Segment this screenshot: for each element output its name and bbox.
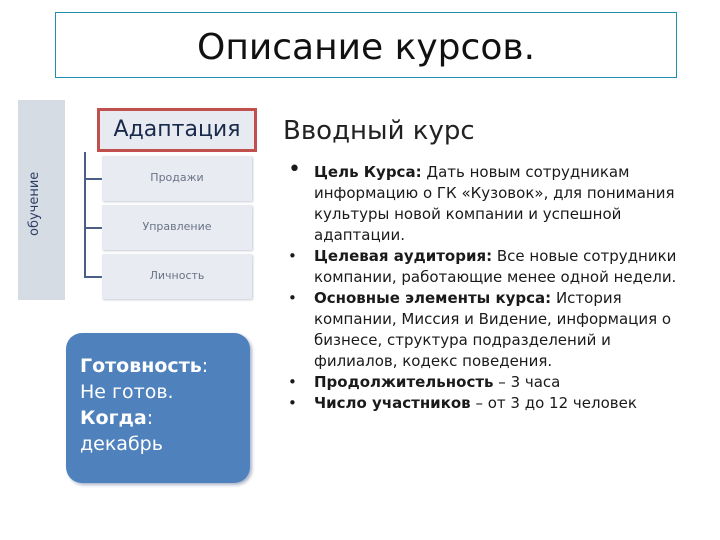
list-item bbox=[288, 288, 698, 372]
tree-connector-h2 bbox=[84, 227, 102, 229]
bullet-icon: • bbox=[288, 247, 297, 265]
tree-child-personality bbox=[102, 254, 252, 299]
item-label: Продолжительность bbox=[314, 373, 494, 391]
item-label: Целевая аудитория: bbox=[314, 247, 493, 265]
tree-child-label: Личность bbox=[149, 269, 205, 282]
side-label: обучение bbox=[27, 171, 42, 236]
item-text: Дать новым сотрудникам информацию о ГК «Кузовок», для понимания культуры новой компании и успешной адаптации. bbox=[314, 163, 675, 244]
list-item bbox=[288, 157, 698, 246]
item-text: История компании, Миссия и Видение, информация о бизнесе, структура подразделений и филиалов, кодекс поведения. bbox=[314, 289, 672, 370]
ready-value: Не готов. bbox=[80, 381, 174, 403]
ready-label: Готовность bbox=[80, 355, 202, 377]
tree-root-box bbox=[97, 108, 257, 152]
slide-title: Описание курсов. bbox=[196, 27, 536, 68]
tree-root-label: Адаптация bbox=[113, 117, 241, 142]
item-label: Основные элементы курса: bbox=[314, 289, 552, 307]
item-label: Число участников bbox=[314, 394, 471, 412]
list-item bbox=[288, 246, 698, 288]
bullet-icon: • bbox=[288, 289, 297, 307]
ready-sep: : bbox=[201, 355, 209, 377]
item-text: Все новые сотрудники компании, работающие менее одной недели. bbox=[314, 247, 677, 286]
status-box bbox=[66, 333, 250, 483]
title-box bbox=[55, 12, 677, 78]
bullet-icon: • bbox=[288, 373, 297, 391]
list-item bbox=[288, 393, 698, 414]
tree-connector-h1 bbox=[84, 178, 102, 180]
tree-connector-h3 bbox=[84, 276, 102, 278]
when-sep: : bbox=[146, 407, 154, 429]
status-text bbox=[80, 353, 208, 457]
item-text: – от 3 до 12 человек bbox=[470, 394, 637, 412]
course-details-list bbox=[288, 157, 698, 414]
tree-child-label: Управление bbox=[142, 220, 212, 233]
tree-child-management bbox=[102, 205, 252, 250]
bullet-icon: • bbox=[288, 394, 297, 412]
course-title: Вводный курс bbox=[283, 116, 475, 146]
item-text: – 3 часа bbox=[493, 373, 561, 391]
when-label: Когда bbox=[80, 407, 147, 429]
tree-child-sales bbox=[102, 156, 252, 201]
tree-child-label: Продажи bbox=[150, 171, 204, 184]
list-item bbox=[288, 372, 698, 393]
when-value: декабрь bbox=[80, 433, 163, 455]
item-label: Цель Курса: bbox=[314, 163, 422, 181]
bullet-icon: • bbox=[288, 157, 301, 182]
tree-connector-vertical bbox=[84, 152, 86, 277]
